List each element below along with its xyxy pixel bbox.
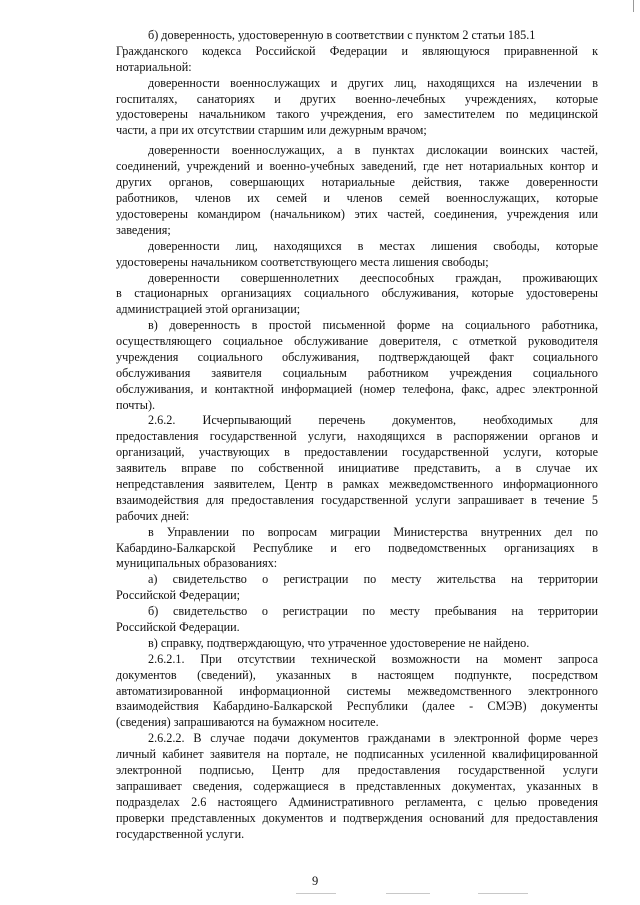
scan-edge-mark: [633, 0, 634, 12]
text-line: доверенности лиц, находящихся в местах лишения свободы, которые: [148, 239, 598, 253]
text-line: государственной услуги.: [116, 827, 245, 841]
text-line: б) свидетельство о регистрации по месту пребывания на территории: [148, 604, 598, 618]
text-line: (сведения) запрашиваются на бумажном носителе.: [116, 715, 379, 729]
text-line: в) справку, подтверждающую, что утраченное удостоверение не найдено.: [148, 636, 530, 650]
text-line: запрашивает сведения, содержащиеся в представленных документах, указанных в: [116, 779, 598, 793]
text-line: 2.6.2. Исчерпывающий перечень документов, необходимых для: [148, 413, 598, 427]
scan-footer-mark: [478, 893, 528, 894]
scan-footer-mark: [386, 893, 430, 894]
text-line: части, а при их отсутствии старшим или дежурным врачом;: [116, 123, 427, 137]
text-line: муниципальных образованиях:: [116, 556, 278, 570]
text-line: госпиталях, санаториях и других военно-лечебных учреждениях, которые: [116, 92, 598, 106]
text-line: осуществляющего социальное обслуживание доверителя, с отметкой руководителя: [116, 334, 598, 348]
text-line: взаимодействия Кабардино-Балкарской Республики (далее - СМЭВ) документы: [116, 699, 598, 713]
text-line: предоставления государственной услуги, находящихся в распоряжении органов и: [116, 429, 598, 443]
text-line: Российской Федерации;: [116, 588, 241, 602]
text-line: доверенности военнослужащих, а в пунктах дислокации воинских частей,: [148, 143, 598, 157]
text-line: администрацией этой организации;: [116, 302, 301, 316]
text-line: в) доверенность в простой письменной форме на социального работника,: [148, 318, 598, 332]
text-line: учреждения социального обслуживания, подтверждающей факт социального: [116, 350, 598, 364]
text-line: в стационарных организациях социального обслуживания, которые удостоверены: [116, 286, 598, 300]
text-line: работников, членов их семей и членов семей военнослужащих, которые: [116, 191, 598, 205]
text-line: 2.6.2.1. При отсутствии технической возможности на момент запроса: [148, 652, 598, 666]
text-line: удостоверены начальником соответствующего места лишения свободы;: [116, 255, 489, 269]
text-line: документов (сведений), указанных в настоящем подпункте, посредством: [116, 668, 598, 682]
text-line: Российской Федерации.: [116, 620, 240, 634]
text-line: удостоверены командиром (начальником) этих частей, соединения, учреждения или: [116, 207, 598, 221]
scan-footer-mark: [296, 893, 336, 894]
text-line: обслуживания, и контактной информацией (номер телефона, факс, адрес электронной: [116, 382, 598, 396]
text-line: обслуживания заявителя социальным работником учреждения социального: [116, 366, 598, 380]
text-line: организаций, участвующих в предоставлении государственной услуги, которые: [116, 445, 598, 459]
page-number: 9: [312, 874, 319, 888]
text-line: подразделах 2.6 настоящего Административного регламента, с целью проведения: [116, 795, 598, 809]
text-line: соединений, учреждений и военно-учебных заведений, где нет нотариальных контор и: [116, 159, 598, 173]
text-line: почты).: [116, 398, 156, 412]
text-line: б) доверенность, удостоверенную в соответствии с пунктом 2 статьи 185.1: [148, 28, 536, 42]
text-line: а) свидетельство о регистрации по месту жительства на территории: [148, 572, 598, 586]
text-line: нотариальной:: [116, 60, 192, 74]
text-line: доверенности совершеннолетних дееспособных граждан, проживающих: [148, 271, 598, 285]
text-line: рабочих дней:: [116, 509, 190, 523]
text-line: Гражданского кодекса Российской Федерации и являющуюся приравненной к: [116, 44, 598, 58]
text-line: автоматизированной информационной системы межведомственного электронного: [116, 684, 598, 698]
text-line: личный кабинет заявителя на портале, не подписанных усиленной квалифицированной: [116, 747, 598, 761]
text-line: проверки представленных документов и подтверждения оснований для предоставления: [116, 811, 598, 825]
text-line: электронной подписью, Центр для предоставления государственной услуги: [116, 763, 598, 777]
text-line: непредставления заявителем, Центр в рамках межведомственного информационного: [116, 477, 598, 491]
text-line: заведения;: [116, 223, 171, 237]
text-line: других органов, совершающих нотариальные действия, также доверенности: [116, 175, 598, 189]
text-line: взаимодействия для предоставления государственной услуги запрашивает в течение 5: [116, 493, 598, 507]
text-line: доверенности военнослужащих и других лиц, находящихся на излечении в: [148, 76, 598, 90]
text-line: 2.6.2.2. В случае подачи документов гражданами в электронной форме через: [148, 731, 598, 745]
text-line: Кабардино-Балкарской Республике и его подведомственных организациях в: [116, 541, 598, 555]
text-line: заявитель вправе по собственной инициативе представить, а в случае их: [116, 461, 598, 475]
text-line: в Управлении по вопросам миграции Министерства внутренних дел по: [148, 525, 598, 539]
text-line: удостоверены начальником такого учреждения, его заместителем по медицинской: [116, 107, 598, 121]
